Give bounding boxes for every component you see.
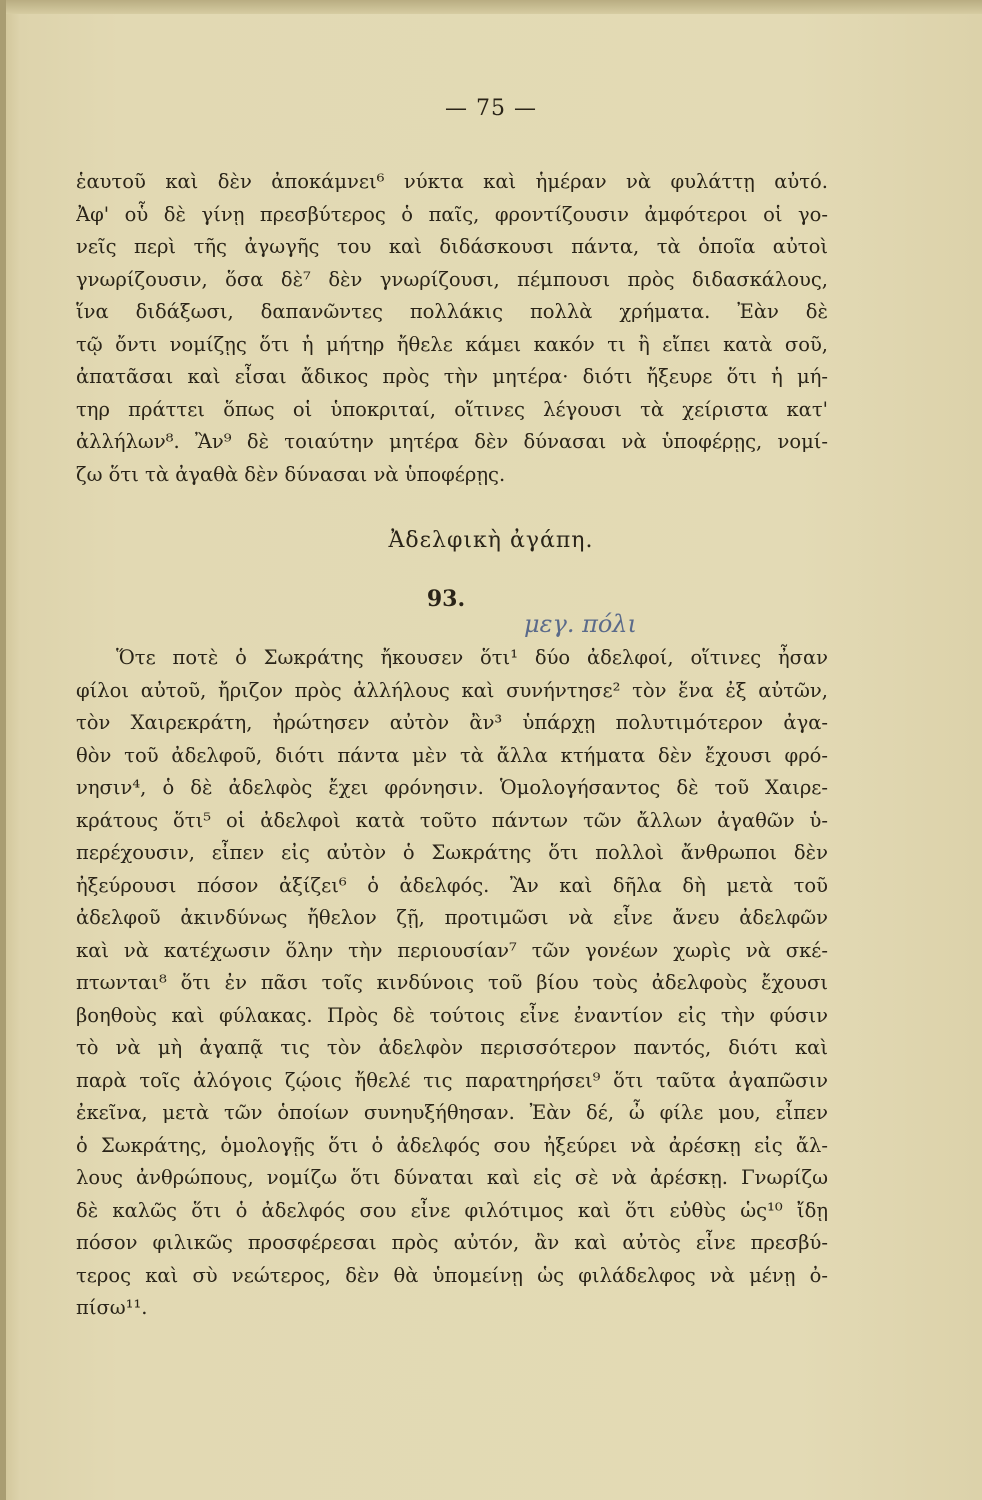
text-line: τὸν Χαιρεκράτη, ἠρώτησεν αὐτὸν ἂν³ ὑπάρχῃ πολυτιμότερον ἀγα-: [76, 711, 828, 734]
text-line: νησιν⁴, ὁ δὲ ἀδελφὸς ἔχει φρόνησιν. Ὁμολογήσαντος δὲ τοῦ Χαιρε-: [76, 776, 828, 799]
text-line: πόσον φιλικῶς προσφέρεσαι πρὸς αὐτόν, ἂν καὶ αὐτὸς εἶνε πρεσβύ-: [76, 1231, 828, 1254]
handwritten-pencil-note: [520, 596, 720, 646]
text-line: δὲ καλῶς ὅτι ὁ ἀδελφός σου εἶνε φιλότιμος καὶ ὅτι εὐθὺς ὡς¹⁰ ἴδῃ: [76, 1198, 828, 1222]
text-line: καὶ νὰ κατέχωσιν ὅλην τὴν περιουσίαν⁷ τῶν γονέων χωρὶς νὰ σκέ-: [76, 938, 828, 962]
text-line: ἀπατᾶσαι καὶ εἶσαι ἄδικος πρὸς τὴν μητέρα· διότι ἤξευρε ὅτι ἡ μή-: [76, 365, 828, 388]
text-line: βοηθοὺς καὶ φύλακας. Πρὸς δὲ τούτοις εἶνε ἐναντίον εἰς τὴν φύσιν: [76, 1003, 828, 1027]
section-title: Ἀδελφικὴ ἀγάπη.: [388, 528, 594, 553]
handwritten-note-text: μεγ. πόλι: [524, 610, 637, 638]
text-line: ἀλλήλων⁸. Ἂν⁹ δὲ τοιαύτην μητέρα δὲν δύνασαι νὰ ὑποφέρῃς, νομί-: [76, 430, 828, 453]
text-line: Ὅτε ποτὲ ὁ Σωκράτης ἤκουσεν ὅτι¹ δύο ἀδελφοί, οἵτινες ἦσαν: [116, 646, 828, 669]
text-line: ἵνα διδάξωσι, δαπανῶντες πολλάκις πολλὰ χρήματα. Ἐὰν δὲ: [76, 300, 828, 323]
text-line: θὸν τοῦ ἀδελφοῦ, διότι πάντα μὲν τὰ ἄλλα κτήματα δὲν ἔχουσι φρό-: [76, 743, 828, 767]
text-line: τερος καὶ σὺ νεώτερος, δὲν θὰ ὑπομείνῃ ὡς φιλάδελφος νὰ μένῃ ὀ-: [76, 1263, 828, 1287]
text-line: κράτους ὅτι⁵ οἱ ἀδελφοὶ κατὰ τοῦτο πάντων τῶν ἄλλων ἀγαθῶν ὑ-: [76, 808, 828, 832]
text-line: τὸ νὰ μὴ ἀγαπᾷ τις τὸν ἀδελφὸν περισσότερον παντός, διότι καὶ: [76, 1036, 828, 1059]
text-line: τηρ πράττει ὅπως οἱ ὑποκριταί, οἵτινες λέγουσι τὰ χείριστα κατ': [76, 397, 828, 421]
section-number: 93.: [426, 586, 466, 612]
text-line: πτωνται⁸ ὅτι ἐν πᾶσι τοῖς κινδύνοις τοῦ βίου τοὺς ἀδελφοὺς ἔχουσι: [76, 971, 828, 994]
text-line: τῷ ὄντι νομίζῃς ὅτι ἡ μήτηρ ἤθελε κάμει κακόν τι ἢ εἴπει κατὰ σοῦ,: [76, 332, 828, 356]
paragraph-mother: [76, 166, 828, 491]
text-line: περέχουσιν, εἶπεν εἰς αὐτὸν ὁ Σωκράτης ὅτι πολλοὶ ἄνθρωποι δὲν: [76, 841, 828, 864]
text-line: ἑαυτοῦ καὶ δὲν ἀποκάμνει⁶ νύκτα καὶ ἡμέραν νὰ φυλάττῃ αὐτό.: [76, 170, 828, 193]
page-number: — 75 —: [445, 96, 537, 121]
text-line: ἐκεῖνα, μετὰ τῶν ὁποίων συνηυξήθησαν. Ἐὰν δέ, ὦ φίλε μου, εἶπεν: [76, 1101, 828, 1124]
text-line: πίσω¹¹.: [76, 1296, 148, 1319]
text-line: νεῖς περὶ τῆς ἀγωγῆς του καὶ διδάσκουσι πάντα, τὰ ὁποῖα αὐτοὶ: [76, 235, 828, 258]
text-line: λους ἀνθρώπους, νομίζω ὅτι δύναται καὶ εἰς σὲ νὰ ἀρέσκῃ. Γνωρίζω: [76, 1166, 828, 1189]
text-line: ἀδελφοῦ ἀκινδύνως ἤθελον ζῇ, προτιμῶσι νὰ εἶνε ἄνευ ἀδελφῶν: [76, 906, 828, 929]
text-line: ὁ Σωκράτης, ὁμολογῇς ὅτι ὁ ἀδελφός σου ἠξεύρει νὰ ἀρέσκῃ εἰς ἄλ-: [76, 1133, 828, 1157]
page-binding-edge: [0, 0, 6, 1500]
page-top-edge: [0, 0, 982, 14]
text-line: φίλοι αὐτοῦ, ἤριζον πρὸς ἀλλήλους καὶ συνήντησε² τὸν ἕνα ἐξ αὐτῶν,: [76, 678, 828, 702]
paragraph-brotherly-love: [76, 642, 828, 1325]
text-line: ἠξεύρουσι πόσον ἀξίζει⁶ ὁ ἀδελφός. Ἂν καὶ δῆλα δὴ μετὰ τοῦ: [76, 873, 828, 897]
text-line: γνωρίζουσιν, ὅσα δὲ⁷ δὲν γνωρίζουσι, πέμπουσι πρὸς διδασκάλους,: [76, 267, 828, 291]
text-line: Ἀφ' οὗ δὲ γίνῃ πρεσβύτερος ὁ παῖς, φροντίζουσιν ἀμφότεροι οἱ γο-: [76, 202, 828, 226]
text-line: παρὰ τοῖς ἀλόγοις ζῴοις ἤθελέ τις παρατηρήσει⁹ ὅτι ταῦτα ἀγαπῶσιν: [76, 1068, 828, 1092]
text-line: ζω ὅτι τὰ ἀγαθὰ δὲν δύνασαι νὰ ὑποφέρῃς.: [76, 462, 506, 486]
